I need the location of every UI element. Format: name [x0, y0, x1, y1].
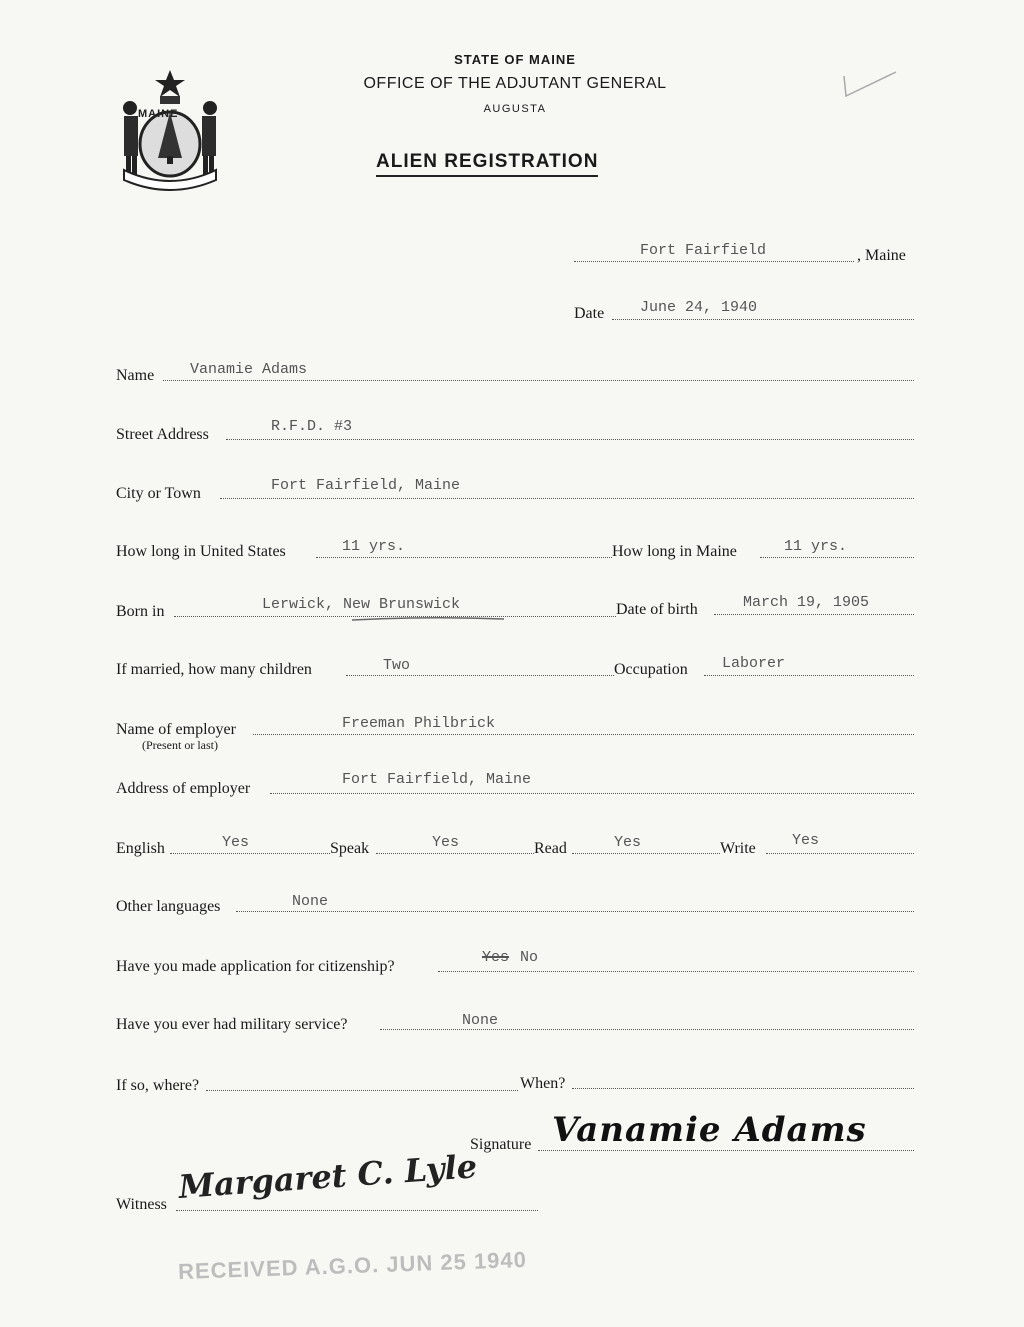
us-time-value: 11 yrs.	[342, 538, 406, 555]
speak-label: Speak	[330, 840, 370, 857]
when-label: When?	[520, 1075, 566, 1092]
military-line	[380, 1029, 914, 1030]
speak-line	[376, 853, 534, 854]
write-line	[766, 853, 914, 854]
pencil-underline	[350, 614, 506, 624]
city-label: City or Town	[116, 485, 201, 502]
place-value: Fort Fairfield	[640, 242, 767, 259]
place-suffix: , Maine	[857, 247, 906, 264]
maine-time-value: 11 yrs.	[784, 538, 848, 555]
other-languages-line	[236, 911, 914, 912]
occupation-label: Occupation	[614, 661, 688, 678]
employer-address-label: Address of employer	[116, 780, 251, 797]
occupation-value: Laborer	[722, 655, 786, 672]
form-title: ALIEN REGISTRATION	[376, 151, 598, 177]
place-line	[574, 261, 854, 262]
date-label: Date	[574, 305, 605, 322]
employer-label: Name of employer	[116, 721, 236, 738]
name-value: Vanamie Adams	[190, 361, 308, 378]
english-label: English	[116, 840, 165, 857]
read-line	[572, 853, 720, 854]
military-value: None	[462, 1012, 499, 1029]
other-languages-value: None	[292, 893, 329, 910]
us-time-label: How long in United States	[116, 543, 286, 560]
citizenship-value: No	[520, 949, 539, 966]
street-line	[226, 439, 914, 440]
born-in-label: Born in	[116, 603, 165, 620]
city-line	[220, 498, 914, 499]
witness-value: Margaret C. Lyle	[177, 1147, 479, 1206]
street-label: Street Address	[116, 426, 209, 443]
city-heading: AUGUSTA	[483, 103, 547, 115]
witness-line	[176, 1210, 538, 1211]
when-line	[572, 1088, 914, 1089]
maine-time-line	[760, 557, 914, 558]
employer-address-line	[270, 793, 914, 794]
name-line	[163, 380, 914, 381]
received-stamp: RECEIVED A.G.O. JUN 25 1940	[177, 1246, 528, 1285]
read-label: Read	[534, 840, 567, 857]
seal-banner-text: MAINE	[138, 108, 179, 120]
employer-value: Freeman Philbrick	[342, 715, 496, 732]
dob-line	[714, 614, 914, 615]
citizenship-line	[438, 971, 914, 972]
speak-value: Yes	[432, 834, 460, 851]
where-line	[206, 1090, 518, 1091]
citizenship-struck-value: Yes	[482, 949, 510, 966]
military-label: Have you ever had military service?	[116, 1016, 348, 1033]
dob-label: Date of birth	[616, 601, 698, 618]
witness-label: Witness	[116, 1196, 167, 1213]
children-value: Two	[383, 657, 411, 674]
other-languages-label: Other languages	[116, 898, 221, 915]
date-line	[612, 319, 914, 320]
write-value: Yes	[792, 832, 820, 849]
us-time-line	[316, 557, 612, 558]
office-heading: OFFICE OF THE ADJUTANT GENERAL	[363, 75, 667, 92]
citizenship-label: Have you made application for citizenship?	[116, 958, 395, 975]
english-line	[170, 853, 330, 854]
write-label: Write	[720, 840, 756, 857]
date-value: June 24, 1940	[640, 299, 758, 316]
street-value: R.F.D. #3	[271, 418, 353, 435]
read-value: Yes	[614, 834, 642, 851]
check-mark-icon	[840, 68, 900, 102]
name-label: Name	[116, 367, 155, 384]
english-value: Yes	[222, 834, 250, 851]
signature-line	[538, 1150, 914, 1151]
signature-label: Signature	[470, 1136, 532, 1153]
occupation-line	[704, 675, 914, 676]
children-label: If married, how many children	[116, 661, 312, 678]
employer-line	[253, 734, 914, 735]
maine-time-label: How long in Maine	[612, 543, 737, 560]
born-in-value: Lerwick, New Brunswick	[262, 596, 461, 613]
children-line	[346, 675, 614, 676]
employer-address-value: Fort Fairfield, Maine	[342, 771, 532, 788]
employer-sublabel: (Present or last)	[142, 738, 218, 752]
dob-value: March 19, 1905	[743, 594, 870, 611]
signature-value: Vanamie Adams	[552, 1110, 867, 1150]
state-heading: STATE OF MAINE	[454, 52, 576, 67]
city-value: Fort Fairfield, Maine	[271, 477, 461, 494]
where-label: If so, where?	[116, 1077, 200, 1094]
